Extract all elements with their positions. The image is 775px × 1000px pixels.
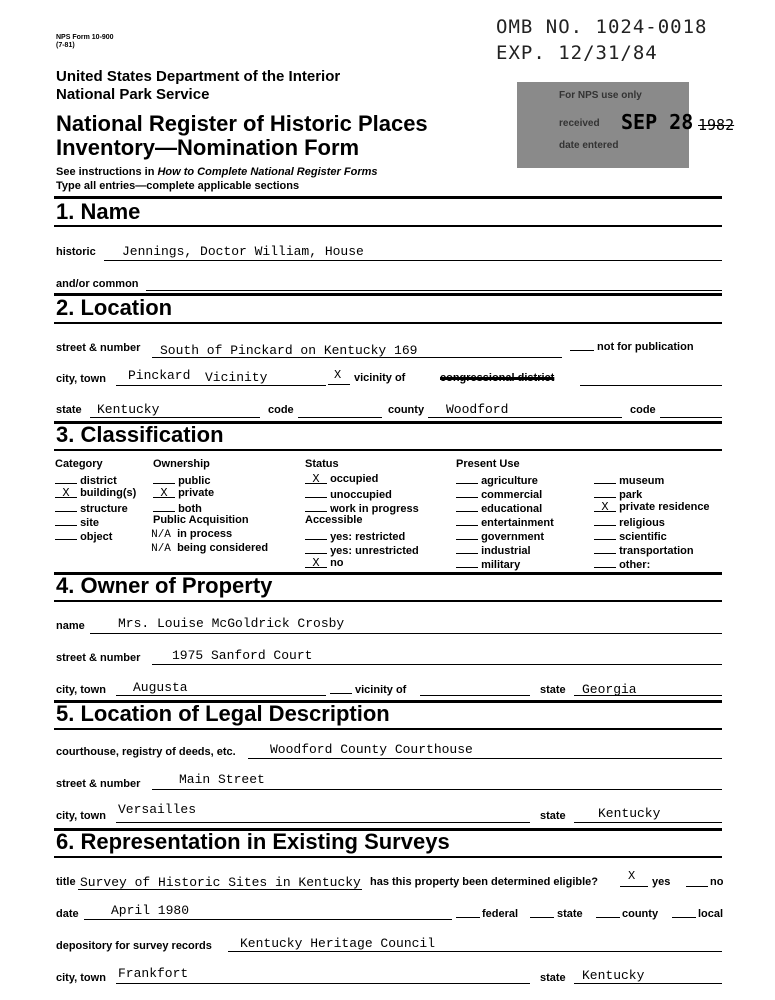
use-educational[interactable] <box>456 500 542 515</box>
depository-city-label: city, town <box>56 972 106 984</box>
rule <box>54 449 722 451</box>
option-label: object <box>80 531 113 543</box>
common-label: and/or common <box>56 278 139 290</box>
location-street: South of Pinckard on Kentucky 169 <box>160 343 418 358</box>
use-entertainment[interactable] <box>456 514 554 529</box>
department: United States Department of the Interior <box>56 68 341 85</box>
acquisition-being-considered[interactable] <box>148 542 268 554</box>
received-stamp: SEP 28 <box>621 110 694 134</box>
use-other[interactable] <box>594 556 650 571</box>
check-mark <box>305 486 327 498</box>
underline <box>152 789 722 790</box>
owner-name: Mrs. Louise McGoldrick Crosby <box>118 616 345 631</box>
ownership-private[interactable] <box>153 486 214 499</box>
check-mark <box>594 486 616 498</box>
eligible-question: has this property been determined eligible? <box>370 876 598 888</box>
checkbox-blank <box>686 886 708 887</box>
instructions-title: How to Complete National Register Forms <box>157 166 378 178</box>
underline <box>116 983 530 984</box>
accessible-no[interactable] <box>305 556 344 569</box>
option-label: yes: restricted <box>330 531 406 543</box>
option-label: private residence <box>619 501 710 513</box>
checkbox-blank <box>328 384 350 385</box>
option-label: occupied <box>330 473 379 485</box>
use-transportation[interactable] <box>594 542 694 557</box>
option-label: industrial <box>481 545 531 557</box>
use-park[interactable] <box>594 486 642 501</box>
acquisition-in-process[interactable] <box>148 528 232 540</box>
check-mark <box>456 556 478 568</box>
option-label: entertainment <box>481 517 554 529</box>
underline <box>152 357 562 358</box>
owner-name-label: name <box>56 620 85 632</box>
owner-state-label: state <box>540 684 566 696</box>
checkbox-blank <box>620 886 648 887</box>
rule <box>54 196 722 199</box>
option-label: private <box>178 487 215 499</box>
underline <box>90 417 260 418</box>
underline <box>660 417 722 418</box>
section-6-heading: 6. Representation in Existing Surveys <box>56 829 450 854</box>
congressional-district-label: congressional district <box>440 372 555 384</box>
underline <box>248 758 722 759</box>
status-heading: Status <box>305 458 339 470</box>
level-federal[interactable]: federal <box>482 908 519 920</box>
option-label: agriculture <box>481 475 538 487</box>
omb-number: OMB NO. 1024-0018 <box>496 16 708 38</box>
survey-date: April 1980 <box>111 903 190 918</box>
check-mark: X <box>55 486 77 498</box>
accessible-heading: Accessible <box>305 514 363 526</box>
owner-vicinity-label: vicinity of <box>355 684 407 696</box>
vicinity-of-label: vicinity of <box>354 372 406 384</box>
depository-city: Frankfort <box>118 966 189 981</box>
form-number: NPS Form 10-900 <box>56 34 114 41</box>
state-label: state <box>56 404 82 416</box>
check-mark <box>456 514 478 526</box>
ownership-heading: Ownership <box>153 458 210 470</box>
check-mark <box>305 528 327 540</box>
owner-state: Georgia <box>582 682 637 697</box>
check-mark <box>153 500 175 512</box>
present-use-heading: Present Use <box>456 458 520 470</box>
use-agriculture[interactable] <box>456 472 538 487</box>
status-work-in-progress[interactable] <box>305 500 419 515</box>
underline <box>90 633 722 634</box>
use-industrial[interactable] <box>456 542 531 557</box>
option-label: military <box>481 559 521 571</box>
level-local[interactable]: local <box>698 908 724 920</box>
check-mark <box>594 556 616 568</box>
option-label: other: <box>619 559 651 571</box>
check-mark <box>55 472 77 484</box>
eligible-no[interactable]: no <box>710 876 724 888</box>
date-entered-label: date entered <box>559 140 619 151</box>
check-mark <box>153 472 175 484</box>
status-unoccupied[interactable] <box>305 486 392 501</box>
option-label: commercial <box>481 489 543 501</box>
section-5-heading: 5. Location of Legal Description <box>56 701 390 726</box>
check-mark: X <box>305 556 327 568</box>
category-site[interactable] <box>55 514 99 529</box>
instructions <box>56 166 378 178</box>
use-government[interactable] <box>456 528 544 543</box>
use-private-residence[interactable] <box>594 500 710 513</box>
code-label: code <box>268 404 294 416</box>
category-buildings[interactable] <box>55 486 136 499</box>
historic-label: historic <box>56 246 96 258</box>
legal-street: Main Street <box>179 772 265 787</box>
rule <box>54 600 722 602</box>
check-mark <box>305 542 327 554</box>
option-label: government <box>481 531 545 543</box>
depository-value: Kentucky Heritage Council <box>240 936 436 951</box>
underline <box>116 385 326 386</box>
depository-state: Kentucky <box>582 968 645 983</box>
check-mark <box>305 500 327 512</box>
check-mark <box>456 472 478 484</box>
accessible-restricted[interactable] <box>305 528 405 543</box>
underline <box>580 385 722 386</box>
underline <box>84 919 452 920</box>
option-label: transportation <box>619 545 694 557</box>
option-label: both <box>178 503 202 515</box>
status-occupied[interactable] <box>305 472 378 485</box>
rule <box>54 856 722 858</box>
check-mark: X <box>594 500 616 512</box>
checkbox-blank <box>570 350 594 351</box>
underline <box>116 695 326 696</box>
form-title-line2: Inventory—Nomination Form <box>56 135 360 160</box>
option-label: religious <box>619 517 665 529</box>
accessible-unrestricted[interactable] <box>305 542 419 557</box>
option-label: museum <box>619 475 665 487</box>
legal-city-label: city, town <box>56 810 106 822</box>
section-4-heading: 4. Owner of Property <box>56 573 273 598</box>
code2-label: code <box>630 404 656 416</box>
check-mark <box>456 528 478 540</box>
legal-city: Versailles <box>118 802 197 817</box>
use-military[interactable] <box>456 556 520 571</box>
courthouse-value: Woodford County Courthouse <box>270 742 473 757</box>
section-1-heading: 1. Name <box>56 199 141 224</box>
option-label: building(s) <box>80 487 137 499</box>
check-mark <box>456 542 478 554</box>
form-date: (7-81) <box>56 42 75 49</box>
check-mark <box>55 528 77 540</box>
ownership-both[interactable] <box>153 500 202 515</box>
check-mark <box>55 514 77 526</box>
check-mark <box>594 528 616 540</box>
option-label: educational <box>481 503 543 515</box>
instructions-line2: Type all entries—complete applicable sections <box>56 180 300 192</box>
nps-use-box <box>517 82 694 168</box>
option-label: district <box>80 475 117 487</box>
underline <box>116 822 530 823</box>
category-district[interactable] <box>55 472 117 487</box>
underline <box>228 951 722 952</box>
underline <box>146 290 722 291</box>
owner-street: 1975 Sanford Court <box>172 648 313 663</box>
ownership-public[interactable] <box>153 472 210 487</box>
vicinity-check-mark: X <box>334 368 342 382</box>
option-label: in process <box>177 528 233 540</box>
underline <box>298 417 382 418</box>
checkbox-blank <box>330 693 352 694</box>
public-acquisition-heading: Public Acquisition <box>153 514 249 526</box>
owner-street-label: street & number <box>56 652 141 664</box>
check-mark: X <box>153 486 175 498</box>
option-label: site <box>80 517 100 529</box>
location-city: Pinckard <box>128 368 191 383</box>
use-museum[interactable] <box>594 472 664 487</box>
option-label: unoccupied <box>330 489 392 501</box>
option-label: being considered <box>177 542 269 554</box>
check-mark <box>456 486 478 498</box>
owner-city-label: city, town <box>56 684 106 696</box>
checkbox-blank <box>456 917 480 918</box>
legal-street-label: street & number <box>56 778 141 790</box>
city-label: city, town <box>56 373 106 385</box>
section-2-heading: 2. Location <box>56 295 173 320</box>
not-for-publication-label: not for publication <box>597 341 694 353</box>
owner-city: Augusta <box>133 680 188 695</box>
option-label: scientific <box>619 531 667 543</box>
check-mark <box>594 542 616 554</box>
street-label: street & number <box>56 342 141 354</box>
received-label: received <box>559 118 600 129</box>
use-commercial[interactable] <box>456 486 542 501</box>
depository-label: depository for survey records <box>56 940 212 952</box>
check-mark: N/A <box>151 543 171 555</box>
check-mark: X <box>305 472 327 484</box>
vicinity-word: Vicinity <box>205 370 268 385</box>
option-label: structure <box>80 503 128 515</box>
survey-title-label: title <box>56 876 76 888</box>
underline <box>104 260 722 261</box>
category-structure[interactable] <box>55 500 128 515</box>
rule <box>54 322 722 324</box>
check-mark: N/A <box>151 529 171 541</box>
category-heading: Category <box>55 458 103 470</box>
underline <box>420 695 530 696</box>
underline <box>428 417 622 418</box>
option-label: no <box>330 557 344 569</box>
option-label: park <box>619 489 643 501</box>
check-mark <box>594 472 616 484</box>
location-county: Woodford <box>446 402 509 417</box>
location-state: Kentucky <box>97 402 160 417</box>
rule <box>54 225 722 227</box>
check-mark <box>55 500 77 512</box>
underline <box>78 889 362 890</box>
level-state[interactable]: state <box>557 908 583 920</box>
underline <box>574 983 722 984</box>
underline <box>574 822 722 823</box>
checkbox-blank <box>596 917 620 918</box>
use-scientific[interactable] <box>594 528 667 543</box>
survey-title: Survey of Historic Sites in Kentucky <box>80 875 361 890</box>
rule <box>54 728 722 730</box>
legal-state: Kentucky <box>598 806 661 821</box>
check-mark <box>456 500 478 512</box>
section-3-heading: 3. Classification <box>56 422 224 447</box>
legal-state-label: state <box>540 810 566 822</box>
category-object[interactable] <box>55 528 112 543</box>
option-label: yes: unrestricted <box>330 545 419 557</box>
underline <box>574 695 722 696</box>
nps-use-label: For NPS use only <box>559 90 642 101</box>
use-religious[interactable] <box>594 514 665 529</box>
agency: National Park Service <box>56 86 210 103</box>
check-mark <box>594 514 616 526</box>
depository-state-label: state <box>540 972 566 984</box>
checkbox-blank <box>530 917 554 918</box>
option-label: work in progress <box>330 503 419 515</box>
eligible-yes-mark: X <box>628 869 636 883</box>
underline <box>152 664 722 665</box>
level-county[interactable]: county <box>622 908 659 920</box>
expiration-date: EXP. 12/31/84 <box>496 42 658 64</box>
survey-date-label: date <box>56 908 79 920</box>
option-label: public <box>178 475 211 487</box>
instructions-prefix: See instructions in <box>56 166 158 178</box>
checkbox-blank <box>672 917 696 918</box>
county-label: county <box>388 404 425 416</box>
historic-name: Jennings, Doctor William, House <box>122 244 364 259</box>
eligible-yes[interactable]: yes <box>652 876 671 888</box>
received-year: 1982 <box>698 116 735 134</box>
form-title-line1: National Register of Historic Places <box>56 111 428 136</box>
courthouse-label: courthouse, registry of deeds, etc. <box>56 746 236 758</box>
